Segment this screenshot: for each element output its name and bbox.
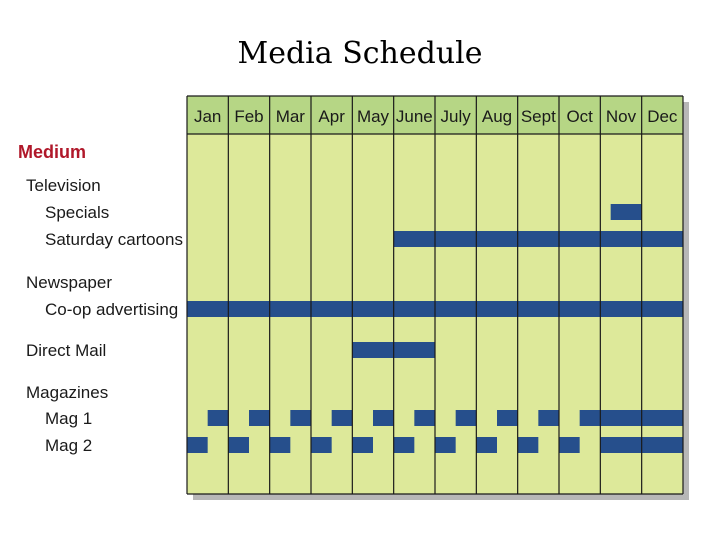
bar-mag-2-8 [518,437,539,453]
month-label-june: June [395,107,433,126]
bar-mag-1-3 [332,410,353,426]
bar-mag-2-2 [270,437,291,453]
bar-mag-1-9 [580,410,683,426]
month-label-oct: Oct [566,107,593,126]
row-label-mag-1: Mag 1 [45,409,93,428]
bar-specials-0 [611,204,642,220]
month-label-sept: Sept [520,107,556,126]
month-label-aug: Aug [481,107,513,126]
row-label-magazines: Magazines [26,383,109,402]
month-label-dec: Dec [647,107,678,126]
bar-mag-1-0 [208,410,229,426]
bar-mag-1-6 [456,410,477,426]
month-label-may: May [356,107,390,126]
month-label-nov: Nov [605,107,637,126]
row-label-television: Television [26,176,101,195]
bar-mag-2-3 [311,437,332,453]
month-label-apr: Apr [318,107,345,126]
month-label-feb: Feb [234,107,264,126]
row-label-mag-2: Mag 2 [45,436,93,455]
month-label-mar: Mar [275,107,305,126]
bar-mag-1-2 [290,410,311,426]
bar-mag-2-4 [352,437,373,453]
row-label-specials: Specials [45,203,110,222]
row-label-newspaper: Newspaper [26,273,112,292]
row-label-saturday-cartoons: Saturday cartoons [45,230,183,249]
bar-mag-2-5 [394,437,415,453]
row-label-direct-mail: Direct Mail [26,341,107,360]
bar-mag-1-7 [497,410,518,426]
row-label-co-op-advertising: Co-op advertising [45,300,179,319]
bar-mag-2-0 [187,437,208,453]
bar-mag-1-1 [249,410,270,426]
bar-saturday-cartoons-0 [394,231,683,247]
bar-mag-1-5 [414,410,435,426]
bar-mag-2-7 [476,437,497,453]
bar-mag-1-4 [373,410,394,426]
bar-mag-2-1 [228,437,249,453]
row-heading: Medium [18,142,87,162]
bar-mag-2-9 [559,437,580,453]
month-label-july: July [440,107,471,126]
slide-title: Media Schedule [237,36,483,71]
bar-mag-2-6 [435,437,456,453]
bar-mag-1-8 [538,410,559,426]
month-label-jan: Jan [193,107,222,126]
